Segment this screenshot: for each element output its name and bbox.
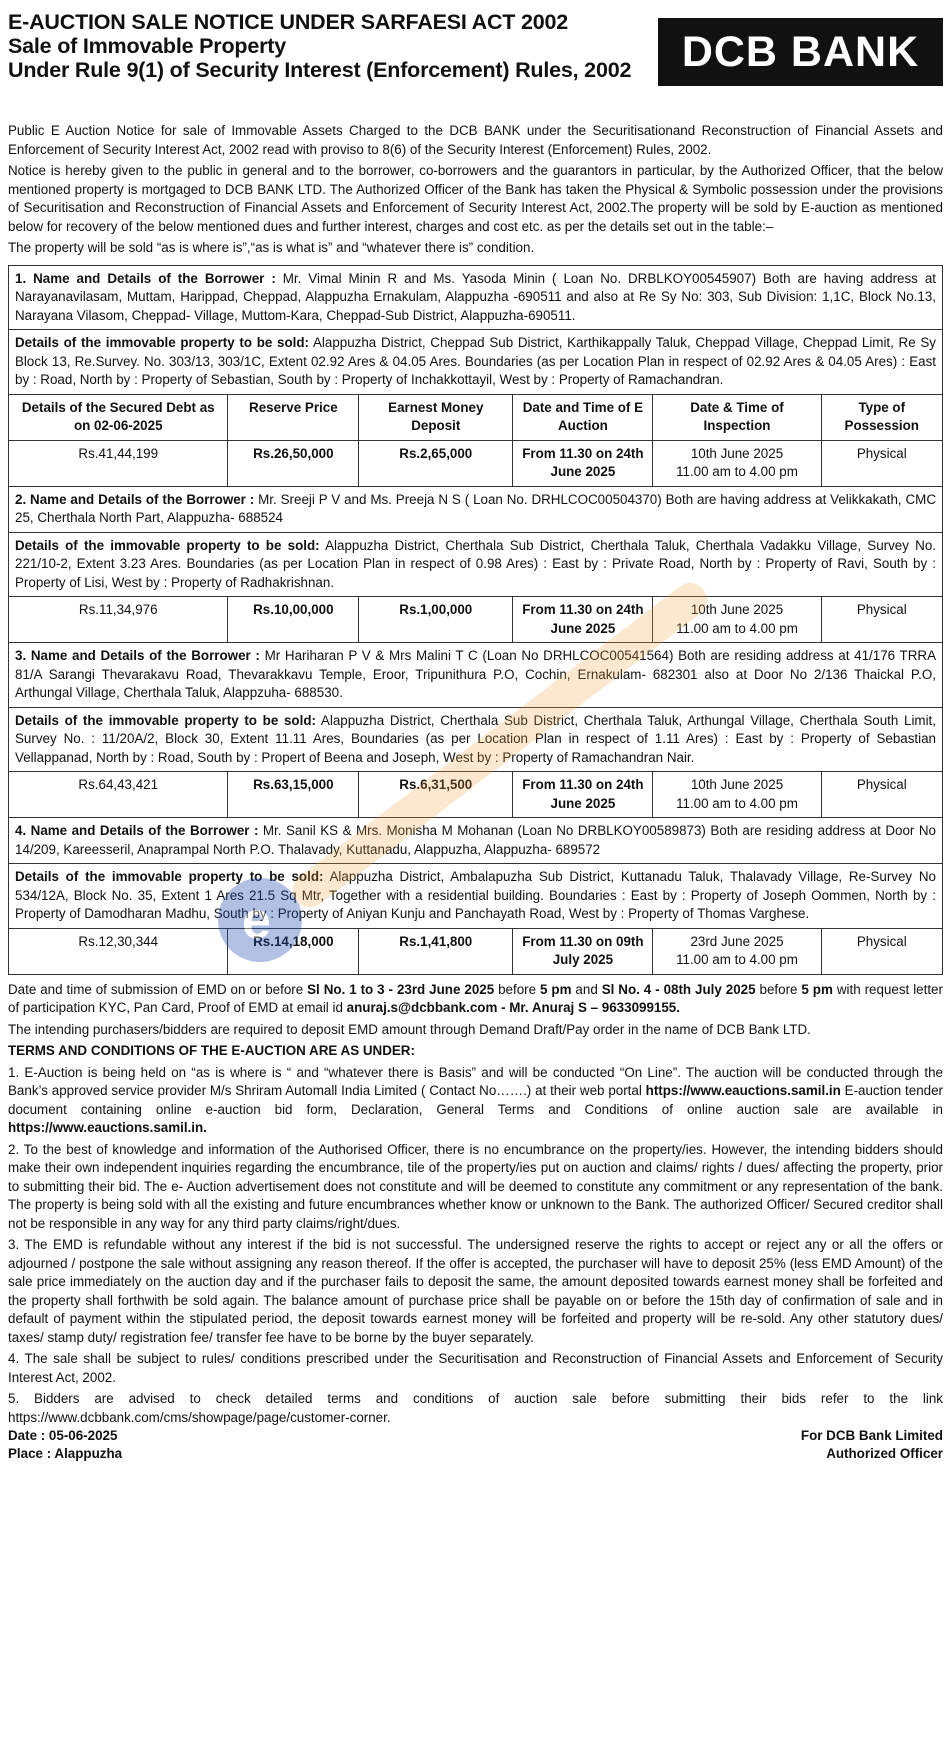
secured-debt: Rs.41,44,199 [9, 440, 228, 486]
reserve-price: Rs.10,00,000 [228, 597, 359, 643]
inspection-date: 10th June 2025 [690, 602, 784, 617]
dcb-bank-logo: DCB BANK [658, 18, 943, 86]
property-text: Alappuzha District, Ambalapuzha Sub District, Kuttanadu Taluk, Thalavady Village, Re-Survey No 534/12A, Block No. 35, Extent 1 Ares 21.5 Sq Mtr, Together with a residential building. Boundaries : East by : Property of Joseph Oommen, North by : Property of Damodharan Madhu, South by : Property of Aniyan Kunju and Panchayath Road, West by : Property of Thomas Varghese. [15, 869, 936, 921]
eauction-link[interactable]: https://www.eauctions.samil.in [645, 1083, 841, 1098]
term-1: 1. E-Auction is being held on “as is where is “ and “whatever there is Basis” and will be conducted “On Line”. The auction will be conducted through the Bank’s approved service provider M/s Shriram Automall India Limited ( Contact No…….) at their web portal https://www.eauctions.samil.in E-auction tender document containing online e-auction bid form, Declaration, General Terms and Conditions of online auction sale are available in https://www.eauctions.samil.in. [8, 1064, 944, 1135]
inspection-time: 11.00 am to 4.00 pm [676, 464, 798, 479]
borrower-label: 1. Name and Details of the Borrower : [15, 270, 276, 286]
emd-note: Date and time of submission of EMD on or before Sl No. 1 to 3 - 23rd June 2025 before 5 pm and Sl No. 4 - 08th July 2025 before 5 pm with request letter of participation KYC, Pan Card, Proof of EMD at email id anuraj.s@dcbbank.com - Mr. Anuraj S – 9633099155. [8, 981, 943, 1015]
secured-debt: Rs.12,30,344 [9, 928, 228, 974]
column-header: Earnest Money Deposit [359, 394, 513, 440]
property-details [9, 532, 943, 597]
borrower-row [9, 265, 943, 330]
borrower-details [9, 486, 943, 532]
inspection [653, 772, 821, 818]
property-text: Alappuzha District, Cherthala Sub District, Cherthala Taluk, Cherthala Vadakku Village, Survey No. 221/10-2, Extent 3.23 Ares. Boundaries (as per Location Plan in respect of 0.98 Ares) : East by : Private Road, North by : Property of Ravi, South by : Property of Lisi, West by : Property of Radhakrishnan. [15, 537, 936, 590]
borrower-text: Mr. Sanil KS & Mrs. Monisha M Mohanan (Loan No DRBLKOY00589873) Both are residing address at Door No 14/209, Kareesseril, Anaprampal North P.O. Thalavady, Kuttanadu, Alappuzha, Alappuzha- 689572 [15, 823, 936, 857]
notice-place: Place : Alappuzha [8, 1446, 123, 1461]
borrower-row [9, 643, 943, 708]
property-label: Details of the immovable property to be sold: [15, 335, 310, 350]
borrower-details [9, 643, 943, 708]
terms-heading: TERMS AND CONDITIONS OF THE E-AUCTION ARE AS UNDER: [8, 1043, 415, 1058]
header [8, 10, 943, 122]
reserve-price: Rs.14,18,000 [228, 928, 359, 974]
inspection-date: 23rd June 2025 [690, 933, 784, 949]
terms-section [8, 981, 943, 1428]
borrower-label: 3. Name and Details of the Borrower : [15, 648, 260, 663]
term-2: 2. To the best of knowledge and information of the Authorised Officer, there is no encumbrance on the property/ies. However, the intending bidders should make their own independent inquiries regarding the encumbrance, tile of the property/ies put on auction and claims/ rights / dues/ affecting the property, prior to submitting their bid. The e- Auction advertisement does not constitute and will be deemed to constitute any commitment or any representation of the bank. The property is being sold with all the existing and future encumbrances whether know or unknown to the Bank. The authorized Officer/ Secured creditor shall not be responsible in any way for any third party claims/right/dues. [8, 1141, 943, 1231]
deposit-note: The intending purchasers/bidders are required to deposit EMD amount through Demand Draft/Pay order in the name of DCB Bank LTD. [8, 1021, 811, 1037]
property-row [9, 864, 943, 929]
property-row [9, 330, 943, 395]
earnest-money: Rs.1,41,800 [359, 928, 513, 974]
values-row [9, 772, 943, 818]
earnest-money: Rs.1,00,000 [359, 597, 513, 643]
signatory-bank: For DCB Bank Limited [800, 1428, 943, 1443]
notice-title: E-AUCTION SALE NOTICE UNDER SARFAESI ACT 2002 [8, 10, 569, 34]
auction-date: From 11.30 on 24th June 2025 [513, 440, 653, 486]
term-3: 3. The EMD is refundable without any interest if the bid is not successful. The undersigned reserve the rights to accept or reject any or all the offers or adjourned / postpone the sale without assigning any reason thereof. If the offer is accepted, the purchaser will have to deposit 25% (less EMD Amount) of the sale price immediately on the auction day and if the purchaser fails to deposit the same, the amount deposited towards earnest money shall be forfeited and the property shall forthwith be sold again. The balance amount of purchase price shall be payable on or before the 15th day of confirmation of sale and in default of payment within the stipulated period, the deposit towards earnest money will be forfeited and property will be re-sold. Any other statutory dues/ taxes/ stamp duty/ registration fee/ transfer fee have to be borne by the buyer separately. [8, 1237, 943, 1345]
notice-date: Date : 05-06-2025 [8, 1428, 118, 1443]
auction-table [8, 265, 943, 975]
property-label: Details of the immovable property to be sold: [15, 537, 320, 553]
auction-date: From 11.30 on 09th July 2025 [513, 928, 653, 974]
inspection-time: 11.00 am to 4.00 pm [676, 952, 798, 967]
inspection-date: 10th June 2025 [690, 445, 784, 461]
inspection-time: 11.00 am to 4.00 pm [676, 795, 798, 811]
intro-paragraph-2: Notice is hereby given to the public in general and to the borrower, co-borrowers and the guarantors in particular, by the Authorized Officer, that the below mentioned property is mortgaged to DCB BANK LTD. The Authorized Officer of the Bank has taken the Physical & Symbolic possession under the provisions of Securitisation and Reconstruction of Financial Assets and Enforcement of Security Interest Act, 2002.The property will be sold by E-auction as mentioned below for recovery of the below mentioned dues and further interest, charges and cost etc. as per the details set out in the table:– [8, 163, 943, 234]
possession-type: Physical [821, 440, 942, 486]
borrower-text: Mr Hariharan P V & Mrs Malini T C (Loan No DRHLCOC00541564) Both are residing address at 41/176 TRRA 81/A Sarangi Thevarakavu Road, Thevarakkavu Temple, Eroor, Tripunithura P.O, Cochin, Ernakulam- 682301 also at Door No 2/136 Thaickal P.O, Arthungal Village, Cherthala Taluk, Alappzuha- 688530. [15, 648, 937, 700]
column-header: Details of the Secured Debt as on 02-06-2025 [9, 394, 228, 440]
notice-subtitle: Sale of Immovable Property [8, 34, 286, 58]
inspection [653, 440, 821, 486]
borrower-label: 2. Name and Details of the Borrower : [15, 491, 255, 507]
property-text: Alappuzha District, Cherthala Sub District, Cherthala Taluk, Arthungal Village, Cherthala South Limit, Survey No. : 11/20A/2, Block 30, Extent 11.11 Ares, Boundaries (as per Location Plan in respect of 1.11 Ares) : East by : Property of Sebastian Vellappanad, North by : Road, South by : Propert of Beena and Joseph, West by : Property of Ramachandran Nair. [15, 712, 936, 765]
property-text: Alappuzha District, Cheppad Sub District, Karthikappally Taluk, Cheppad Village, Cheppad Limit, Re Sy Block 13, Re.Survey. No. 303/13, 303/1C, Extent 02.92 Ares & 04.05 Ares. Boundaries (as per Location Plan in respect of 02.92 Ares & 04.05 Ares) : East by : Road, North by : Property of Sebastian, South by : Property of Inchakkottayil, West by : Property of Ramachandran. [15, 335, 936, 387]
borrower-details [9, 265, 943, 330]
footer [8, 1427, 943, 1463]
borrower-text: Mr. Sreeji P V and Ms. Preeja N S ( Loan No. DRHLCOC00504370) Both are having address at Velikkakath, CMC 25, Cherthala North Part, Alappuzha- 688524 [15, 491, 937, 525]
inspection [653, 597, 821, 643]
column-header: Type of Possession [821, 394, 942, 440]
column-header: Reserve Price [228, 394, 359, 440]
values-row [9, 928, 943, 974]
property-row [9, 532, 943, 597]
column-header: Date & Time of Inspection [653, 394, 821, 440]
secured-debt: Rs.11,34,976 [9, 597, 228, 643]
inspection [653, 928, 821, 974]
values-row [9, 440, 943, 486]
term-4: 4. The sale shall be subject to rules/ conditions prescribed under the Securitisation and Reconstruction of Financial Assets and Enforcement of Security Interest Act, 2002. [8, 1351, 943, 1385]
property-details [9, 864, 943, 929]
values-row [9, 597, 943, 643]
property-label: Details of the immovable property to be sold: [15, 869, 324, 884]
property-label: Details of the immovable property to be sold: [15, 712, 316, 728]
intro-paragraph-3: The property will be sold “as is where is”,“as is what is” and “whatever there is” condition. [8, 240, 535, 255]
property-details [9, 707, 943, 772]
svg-text:e: e [242, 892, 271, 950]
reserve-price: Rs.26,50,000 [228, 440, 359, 486]
earnest-money: Rs.2,65,000 [359, 440, 513, 486]
auction-date: From 11.30 on 24th June 2025 [513, 772, 653, 818]
inspection-time: 11.00 am to 4.00 pm [676, 620, 798, 636]
notice-rule: Under Rule 9(1) of Security Interest (Enforcement) Rules, 2002 [8, 58, 632, 82]
possession-type: Physical [821, 928, 942, 974]
secured-debt: Rs.64,43,421 [9, 772, 228, 818]
borrower-row [9, 818, 943, 864]
inspection-date: 10th June 2025 [690, 777, 784, 792]
possession-type: Physical [821, 772, 942, 818]
eauction-link-2[interactable]: https://www.eauctions.samil.in. [8, 1120, 207, 1135]
auction-date: From 11.30 on 24th June 2025 [513, 597, 653, 643]
property-details [9, 330, 943, 395]
borrower-details [9, 818, 943, 864]
borrower-label: 4. Name and Details of the Borrower : [15, 823, 259, 838]
term-5: 5. Bidders are advised to check detailed terms and conditions of auction sale before submitting their bids refer to the link https://www.dcbbank.com/cms/showpage/page/customer-corner. [8, 1391, 943, 1425]
possession-type: Physical [821, 597, 942, 643]
table-header-row [9, 394, 943, 440]
column-header: Date and Time of E Auction [513, 394, 653, 440]
intro-paragraph-1: Public E Auction Notice for sale of Immovable Assets Charged to the DCB BANK under the Securitisationand Reconstruction of Financial Assets and Enforcement of Security Interest Act, 2002 read with proviso to 8(6) of the Security Interest (Enforcement) Rules, 2002. [8, 123, 943, 157]
borrower-text: Mr. Vimal Minin R and Ms. Yasoda Minin ( Loan No. DRBLKOY00545907) Both are having address at Narayanavilasam, Muttam, Harippad, Cheppad, Alappuzha Ernakulam, Alappuzha -690511 and also at Re Sy No: 303, Sub Division: 1,1C, Block No.13, Narayana Vilasom, Cheppad- Village, Muttom-Kara, Cheppad-Sub District, Alappuzha-690511. [15, 270, 936, 323]
borrower-row [9, 486, 943, 532]
property-row [9, 707, 943, 772]
reserve-price: Rs.63,15,000 [228, 772, 359, 818]
earnest-money: Rs.6,31,500 [359, 772, 513, 818]
signatory-title: Authorized Officer [826, 1446, 943, 1461]
